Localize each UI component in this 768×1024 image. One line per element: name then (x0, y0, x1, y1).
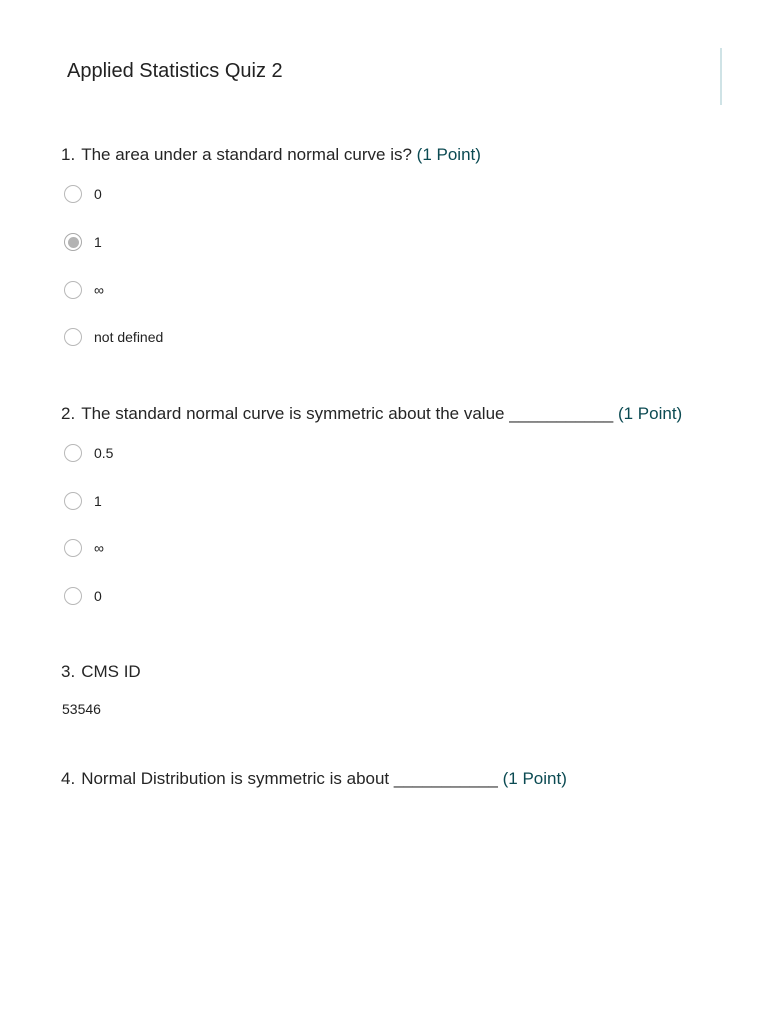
question-3 (61, 662, 141, 682)
question-4 (61, 769, 567, 789)
option-label: ∞ (94, 540, 104, 556)
question-points: (1 Point) (617, 404, 683, 423)
q2-option-0[interactable] (64, 443, 113, 463)
option-label: 0.5 (94, 445, 114, 461)
q2-option-2[interactable] (64, 538, 104, 558)
question-2 (61, 404, 682, 424)
q1-option-3[interactable] (64, 327, 163, 347)
option-label: 0 (94, 186, 102, 202)
radio-button[interactable] (64, 328, 82, 346)
question-text: The standard normal curve is symmetric about the value ___________ (81, 404, 614, 423)
radio-button[interactable] (64, 492, 82, 510)
quiz-title: Applied Statistics Quiz 2 (67, 60, 283, 82)
question-text: Normal Distribution is symmetric is about ___________ (81, 769, 498, 788)
side-divider (720, 48, 722, 105)
question-number: 3. (61, 662, 76, 681)
radio-button[interactable] (64, 444, 82, 462)
question-text: The area under a standard normal curve is? (81, 145, 412, 164)
question-number: 4. (61, 769, 76, 788)
option-label: not defined (94, 329, 164, 345)
q1-option-1[interactable] (64, 232, 102, 252)
option-label: 0 (94, 588, 102, 604)
q2-option-1[interactable] (64, 491, 102, 511)
radio-button-selected[interactable] (64, 233, 82, 251)
q1-option-0[interactable] (64, 184, 102, 204)
radio-button[interactable] (64, 539, 82, 557)
question-points: (1 Point) (416, 145, 481, 164)
option-label: 1 (94, 493, 102, 509)
q2-option-3[interactable] (64, 586, 102, 606)
cms-id-answer[interactable]: 53546 (62, 701, 101, 717)
option-label: ∞ (94, 282, 104, 298)
q1-option-2[interactable] (64, 280, 104, 300)
option-label: 1 (94, 234, 102, 250)
question-number: 2. (61, 404, 76, 423)
radio-button[interactable] (64, 185, 82, 203)
question-1 (61, 145, 481, 165)
question-points: (1 Point) (502, 769, 567, 788)
radio-button[interactable] (64, 281, 82, 299)
question-number: 1. (61, 145, 76, 164)
question-text: CMS ID (81, 662, 141, 681)
radio-button[interactable] (64, 587, 82, 605)
